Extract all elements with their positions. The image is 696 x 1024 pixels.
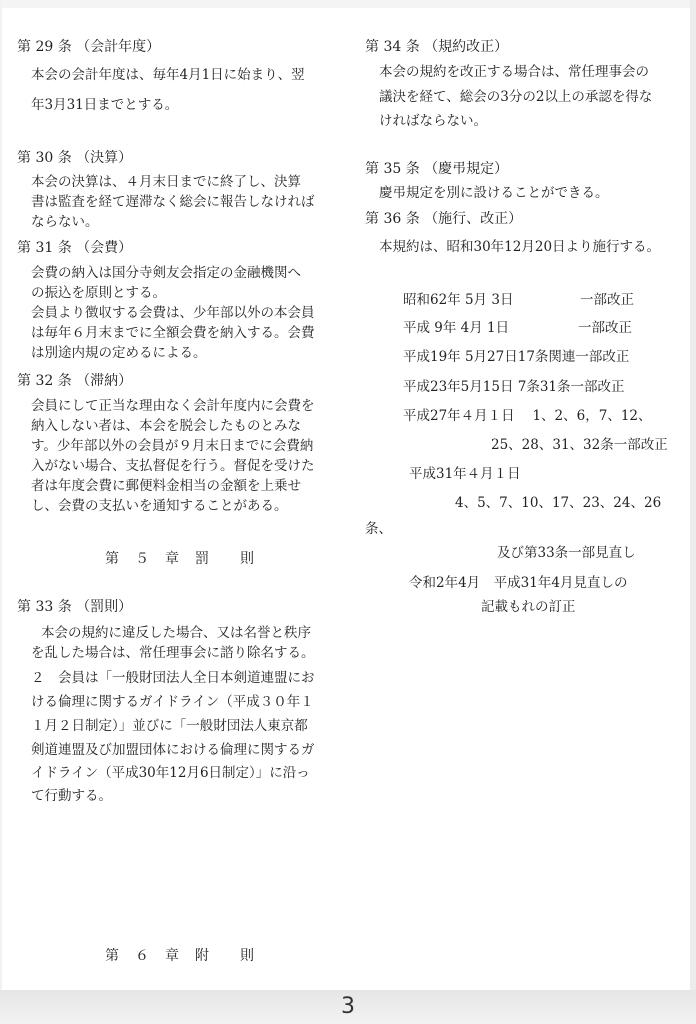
- article-36-heading: 第 36 条 （施行、改正）: [365, 211, 523, 227]
- left-edge: [0, 0, 2, 1024]
- article-36-text: 本規約は、昭和30年12月20日より施行する。: [379, 239, 661, 255]
- article-32-text: 入がない場合、支払督促を行う。督促を受けた: [31, 458, 315, 474]
- article-34-text: 本会の規約を改正する場合は、常任理事会の: [379, 64, 649, 80]
- revision-entry: 記載もれの訂正: [481, 599, 576, 615]
- article-33-text: ける倫理に関するガイドライン（平成３０年１: [31, 694, 314, 710]
- revision-note: 一部改正: [580, 292, 634, 308]
- revision-entry: 4、5、7、10、17、23、24、26: [455, 495, 662, 511]
- article-32-text: す。少年部以外の会員が９月末日までに会費納: [31, 438, 314, 454]
- article-34-text: ければならない。: [379, 113, 487, 129]
- revision-entry: 平成23年5月15日 7条31条一部改正: [403, 379, 625, 395]
- article-30-text: 本会の決算は、４月末日までに終了し、決算: [31, 174, 301, 190]
- revision-note: 一部改正: [578, 320, 632, 336]
- article-33-text: ２ 会員は「一般財団法人全日本剣道連盟にお: [31, 670, 315, 686]
- article-33-text: 本会の規約に違反した場合、又は名誉と秩序: [41, 625, 311, 641]
- article-33-text: １月２日制定）」並びに「一般財団法人東京都: [31, 718, 308, 734]
- article-30-text: ならない。: [31, 214, 99, 230]
- article-29-text: 本会の会計年度は、毎年4月1日に始まり、翌: [31, 67, 305, 83]
- article-32-text: 者は年度会費に郵便料金相当の金額を上乗せ: [31, 478, 301, 494]
- revision-entry: 平成31年４月１日: [409, 466, 521, 482]
- revision-entry: 条、: [365, 521, 392, 537]
- chapter-6-heading: 第 ６ 章 附 則: [105, 948, 255, 964]
- article-33-text: を乱した場合は、常任理事会に諮り除名する。: [31, 645, 315, 661]
- article-33-text: て行動する。: [31, 788, 112, 804]
- revision-date: 昭和62年 5月 3日: [403, 292, 514, 308]
- revision-date: 平成 9年 4月 1日: [403, 320, 510, 336]
- article-33-heading: 第 33 条 （罰則）: [17, 599, 133, 615]
- revision-entry: 平成19年 5月27日17条関連一部改正: [403, 349, 630, 365]
- article-35-text: 慶弔規定を別に設けることができる。: [379, 185, 609, 201]
- article-35-heading: 第 35 条 （慶弔規定）: [365, 161, 509, 177]
- revision-entry: 25、28、31、32条一部改正: [491, 437, 668, 453]
- article-31-heading: 第 31 条 （会費）: [17, 240, 133, 256]
- article-32-text: 会員にして正当な理由なく会計年度内に会費を: [31, 398, 315, 414]
- article-30-text: 書は監査を経て遅滞なく総会に報告しなければ: [31, 194, 315, 210]
- article-30-heading: 第 30 条 （決算）: [17, 150, 133, 166]
- article-29-heading: 第 29 条 （会計年度）: [17, 39, 161, 55]
- article-32-text: し、会費の支払いを通知することがある。: [31, 498, 288, 514]
- right-edge: [690, 0, 696, 1024]
- article-31-text: の振込を原則とする。: [31, 285, 166, 301]
- article-31-text: 会員より徴収する会費は、少年部以外の本会員: [31, 305, 315, 321]
- article-29-text: 年3月31日までとする。: [31, 97, 179, 113]
- revision-entry: 令和2年4月 平成31年4月見直しの: [409, 575, 628, 591]
- article-31-text: は別途内規の定めるによる。: [31, 345, 207, 361]
- article-33-text: 剣道連盟及び加盟団体における倫理に関するガ: [31, 742, 315, 758]
- article-34-text: 議決を経て、総会の3分の2以上の承認を得な: [379, 89, 653, 105]
- article-32-text: 納入しない者は、本会を脱会したものとみな: [31, 418, 301, 434]
- article-31-text: 会費の納入は国分寺剣友会指定の金融機関へ: [31, 265, 301, 281]
- article-31-text: は毎年６月末までに全額会費を納入する。会費: [31, 325, 315, 341]
- article-34-heading: 第 34 条 （規約改正）: [365, 39, 509, 55]
- chapter-5-heading: 第 ５ 章 罰 則: [105, 551, 255, 567]
- page-number: 3: [341, 994, 355, 1019]
- revision-entry: 及び第33条一部見直し: [497, 545, 636, 561]
- article-33-text: イドライン（平成30年12月6日制定）」に沿っ: [31, 765, 310, 781]
- revision-entry: 平成27年４月１日 1、2、6，7、12、: [403, 408, 652, 424]
- article-32-heading: 第 32 条 （滞納）: [17, 373, 133, 389]
- top-shadow: [0, 0, 696, 8]
